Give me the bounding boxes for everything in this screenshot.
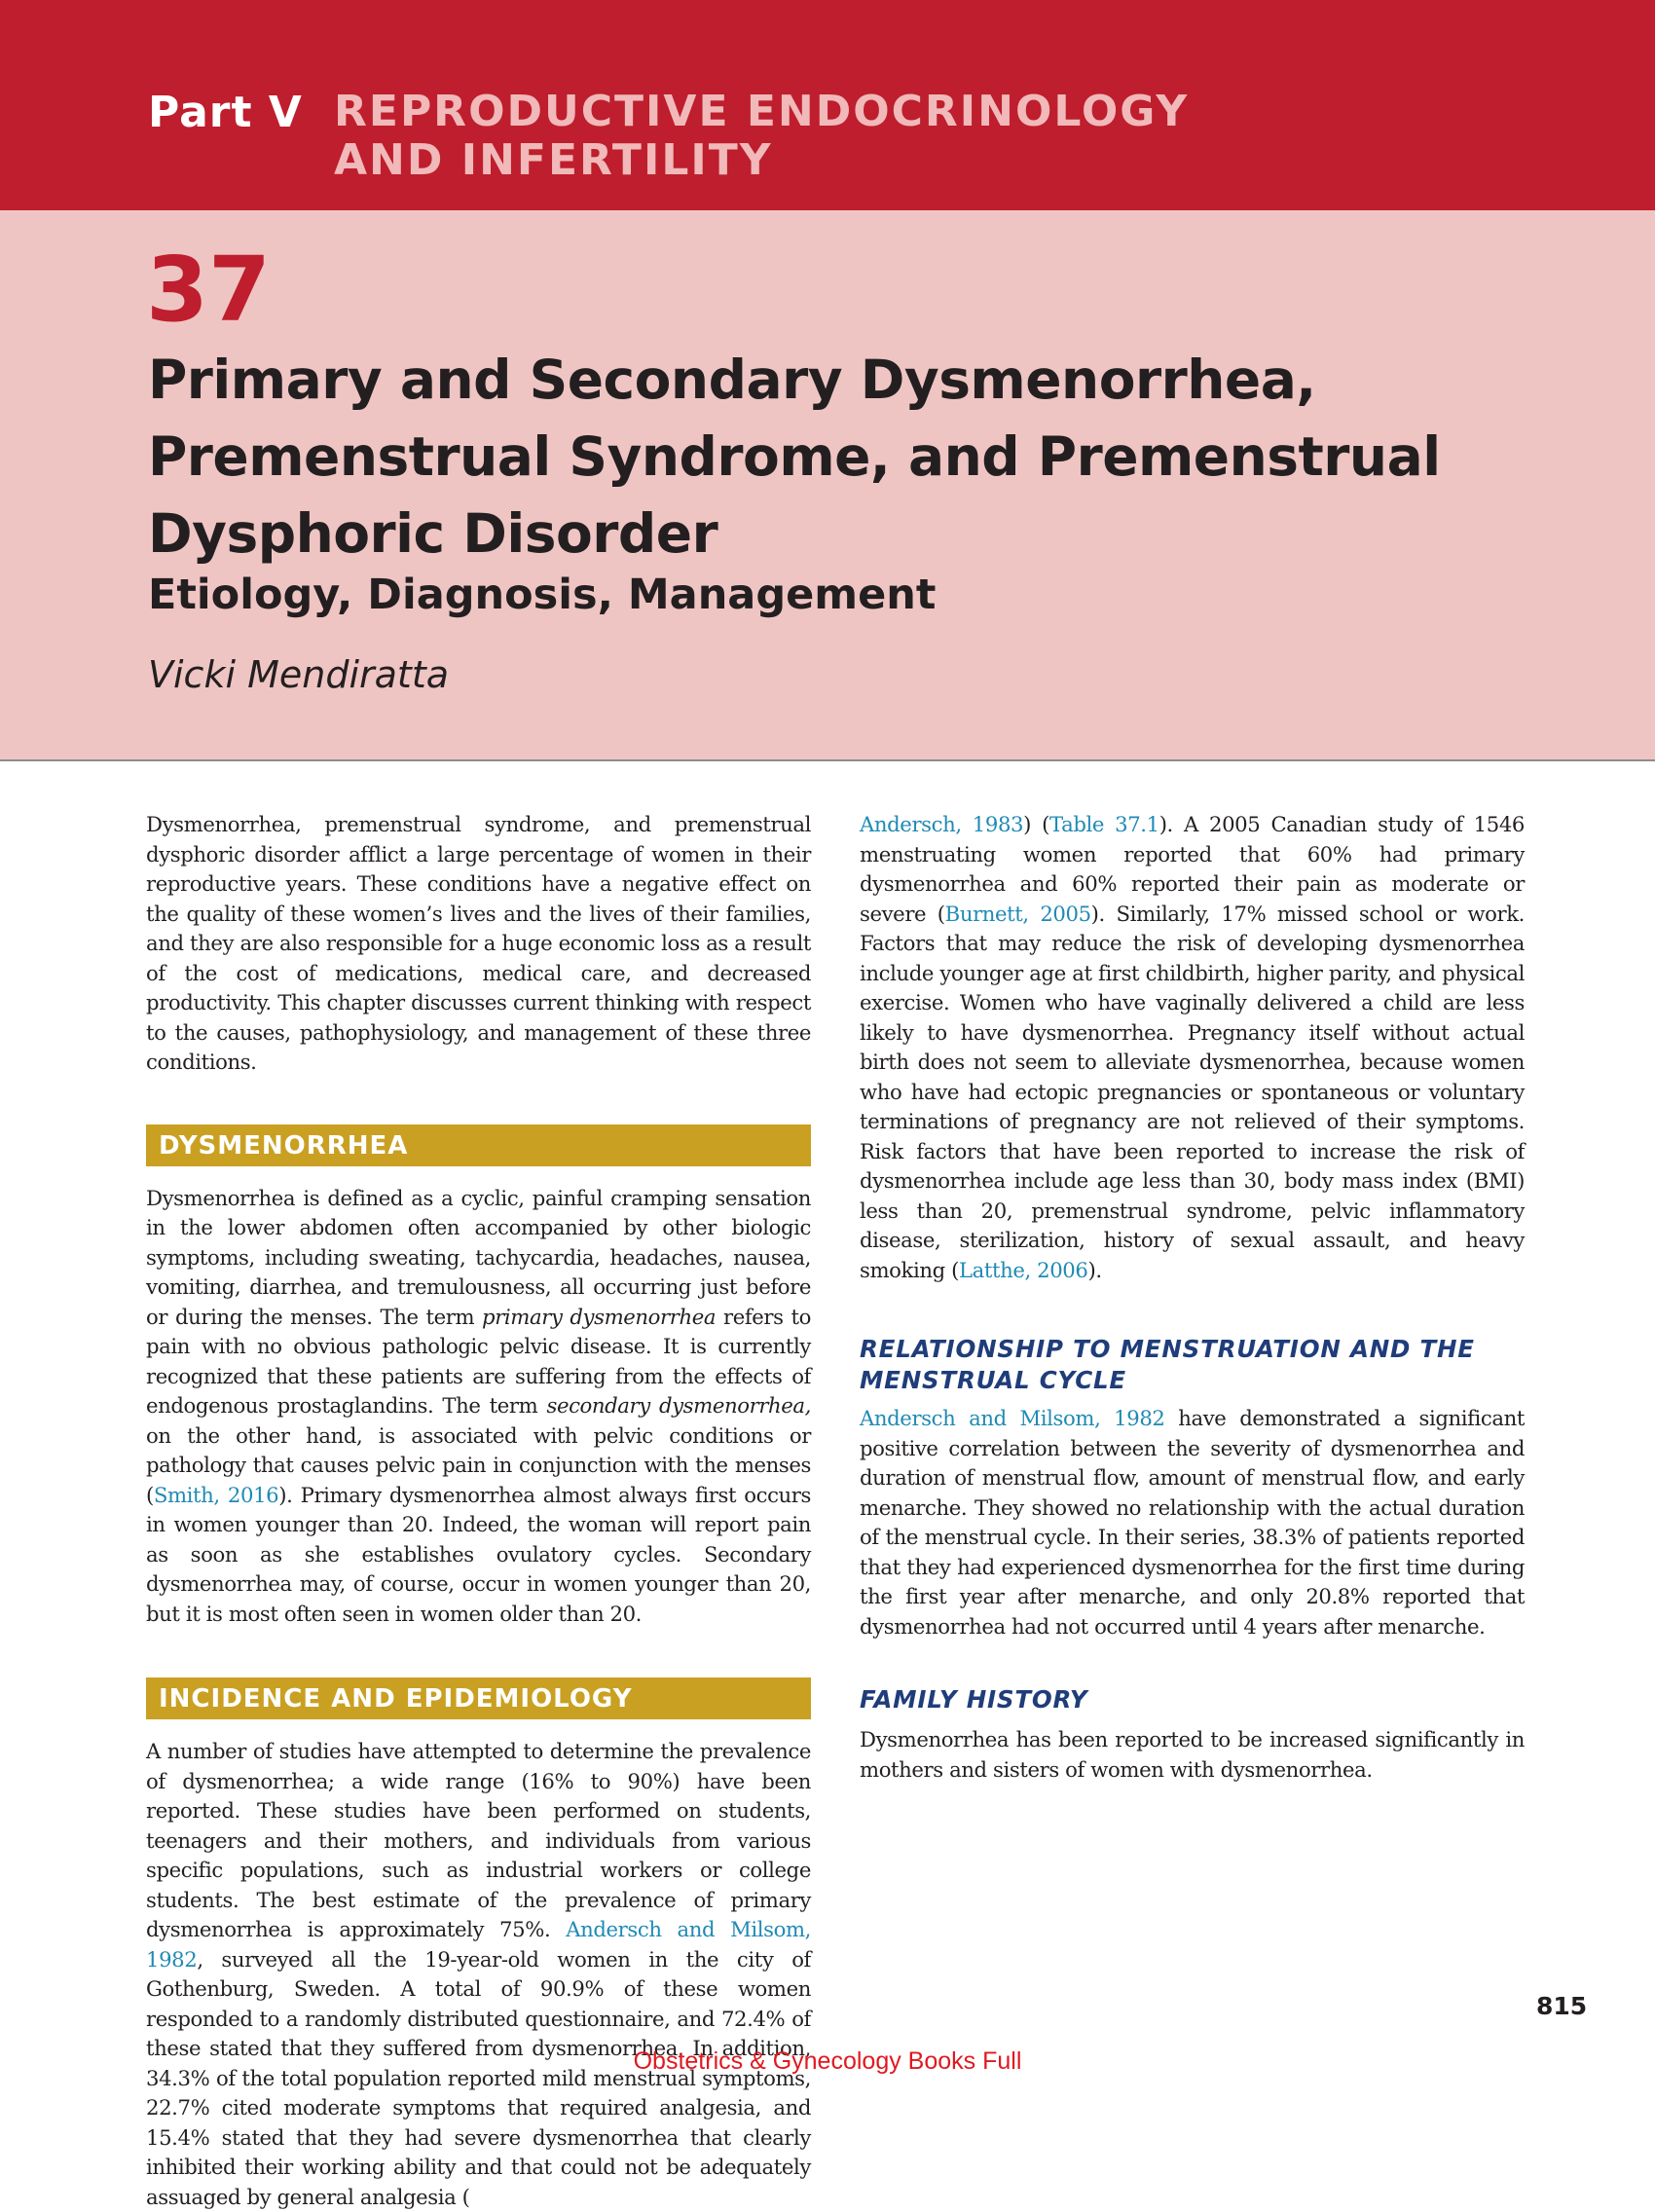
reference-link[interactable]: Latthe, 2006	[958, 1257, 1088, 1282]
relationship-paragraph: Andersch and Milsom, 1982 have demonstrated a significant positive correlation between the severity of dysmenorrhea and duration of menstrual flow, amount of menstrual flow, and early menarche. They showed no relationship with the actual duration of the menstrual cycle. In their series, 38.3% of patients reported that they had experienced dysmenorrhea for the first time during the first year after menarche, and only 20.8% reported that dysmenorrhea had not occurred until 4 years after menarche.	[860, 1406, 1525, 1639]
term-secondary: secondary dysmenorrhea,	[546, 1393, 811, 1418]
section-heading-incidence: INCIDENCE AND EPIDEMIOLOGY	[146, 1677, 811, 1719]
incidence-paragraph-part1: A number of studies have attempted to determine the prevalence of dysmenorrhea; a wide range (16% to 90%) have been reported. These studies have been performed on students, teenagers and their mothers, and individuals from various specific populations, such as industrial workers or college students. The best estimate of the prevalence of primary dysmenorrhea is approximately 75%. Andersch and Milsom, 1982, surveyed all the 19-year-old women in the city of Gothenburg, Sweden. A total of 90.9% of these women responded to a randomly distributed questionnaire, and 72.4% of these stated that they suffered from dysmenorrhea. In addition, 34.3% of the total population reported mild menstrual symptoms, 22.7% cited moderate symptoms that required analgesia, and 15.4% stated that they had severe dysmenorrhea that clearly inhibited their working ability and that could not be adequately assuaged by general analgesia (	[146, 1739, 811, 2209]
part-title-line: REPRODUCTIVE ENDOCRINOLOGY	[334, 87, 1190, 136]
reference-link[interactable]: Andersch and Milsom, 1982	[146, 1917, 811, 1972]
intro-paragraph: Dysmenorrhea, premenstrual syndrome, and premenstrual dysphoric disorder afflict a large percentage of women in their reproductive years. These conditions have a negative effect on the quality of these women’s lives and the lives of their families, and they are also responsible for a huge economic loss as a result of the cost of medications, medical care, and decreased productivity. This chapter discusses current thinking with respect to the causes, pathophysiology, and management of these three conditions.	[146, 812, 811, 1074]
table-reference-link[interactable]: Table 37.1	[1049, 812, 1159, 836]
chapter-subtitle: Etiology, Diagnosis, Management	[148, 571, 937, 619]
chapter-title	[148, 342, 1589, 572]
incidence-paragraph-part2: Andersch, 1983) (Table 37.1). A 2005 Canadian study of 1546 menstruating women reported that 60% had primary dysmenorrhea and 60% reported their pain as moderate or severe (Burnett, 2005). Similarly, 17% missed school or work. Factors that may reduce the risk of developing dysmenorrhea include younger age at first childbirth, higher parity, and physical exercise. Women who have vaginally delivered a child are less likely to have dysmenorrhea. Pregnancy itself without actual birth does not seem to alleviate dysmenorrhea, because women who have had ectopic pregnancies or spontaneous or voluntary terminations of pregnancy are not relieved of their symptoms. Risk factors that have been reported to increase the risk of dysmenorrhea include age less than 30, body mass index (BMI) less than 20, premenstrual syndrome, pelvic inflammatory disease, sterilization, history of sexual assault, and heavy smoking (Latthe, 2006).	[860, 812, 1526, 1282]
section-heading-dysmenorrhea: DYSMENORRHEA	[146, 1124, 811, 1166]
subheading-family-history: FAMILY HISTORY	[860, 1685, 1088, 1714]
part-title-line: AND INFERTILITY	[334, 135, 773, 185]
subheading-relationship: RELATIONSHIP TO MENSTRUATION AND THE MENSTRUAL CYCLE	[860, 1335, 1475, 1394]
reference-link[interactable]: Andersch, 1983	[860, 812, 1024, 836]
page-number: 815	[1536, 1992, 1588, 2020]
reference-link[interactable]: Burnett, 2005	[944, 901, 1091, 926]
part-label: Part V	[148, 88, 303, 137]
chapter-title-line: Primary and Secondary Dysmenorrhea,	[148, 349, 1316, 411]
dysmenorrhea-paragraph: Dysmenorrhea is defined as a cyclic, painful cramping sensation in the lower abdomen often accompanied by other biologic symptoms, including sweating, tachycardia, headaches, nausea, vomiting, diarrhea, and tremulousness, all occurring just before or during the menses. The term primary dysmenorrhea refers to pain with no obvious pathologic pelvic disease. It is currently recognized that these patients are suffering from the effects of endogenous prostaglandins. The term secondary dysmenorrhea, on the other hand, is associated with pelvic conditions or pathology that causes pelvic pain in conjunction with the menses (Smith, 2016). Primary dysmenorrhea almost always first occurs in women younger than 20. Indeed, the woman will report pain as soon as she establishes ovulatory cycles. Secondary dysmenorrhea may, of course, occur in women younger than 20, but it is most often seen in women older than 20.	[146, 1185, 811, 1626]
watermark-text: Obstetrics & Gynecology Books Full	[633, 2047, 1022, 2075]
family-history-paragraph: Dysmenorrhea has been reported to be increased significantly in mothers and sisters of women with dysmenorrhea.	[860, 1727, 1525, 1782]
term-primary: primary dysmenorrhea	[482, 1304, 717, 1329]
header-divider	[0, 759, 1655, 761]
reference-link[interactable]: Smith, 2016	[153, 1482, 279, 1507]
part-title	[334, 88, 1405, 185]
chapter-title-line: Dysphoric Disorder	[148, 502, 718, 565]
chapter-title-line: Premenstrual Syndrome, and Premenstrual	[148, 425, 1441, 488]
right-column	[860, 810, 1525, 1785]
left-column	[146, 810, 811, 2212]
chapter-number: 37	[146, 238, 272, 342]
reference-link[interactable]: Andersch and Milsom, 1982	[860, 1406, 1165, 1430]
chapter-author: Vicki Mendiratta	[148, 653, 450, 696]
